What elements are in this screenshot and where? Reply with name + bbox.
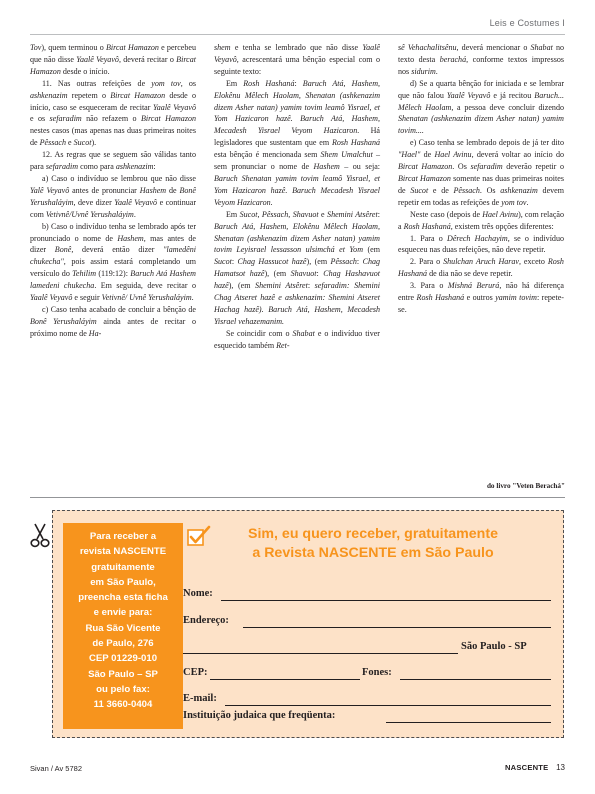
coupon-title-line-2: a Revista NASCENTE em São Paulo (252, 544, 494, 561)
magazine-logo: NASCENTE (505, 763, 549, 772)
running-head: Leis e Costumes I (489, 18, 565, 28)
address-label: Endereço: (183, 615, 229, 626)
article-column-1 (30, 42, 196, 340)
phones-label: Fones: (362, 667, 392, 678)
article-paragraph: shem e tenha se lembrado que não disse Yaalê Veyavô, acrescentará uma bênção especial com o seguinte texto: (214, 43, 380, 76)
city-label: São Paulo - SP (461, 641, 527, 652)
article-paragraph: Em Sucot, Pêssach, Shavuot e Shemini Atsêret: Baruch Atá, Hashem, Elokênu Mêlech Haolam, Shenatan (ashkenazim dizem Asher natan) yamim tovim Leyisrael lessasson ulsimchá et Yom (em Sucot: Chag Hassucot hazê), (em Pêssach: Chag Hamatsot hazê), (em Shavuot: Chag Hashavuot hazê), (em Shemini Atsêret: sefaradim: Shemini Chag Atseret hazê e ashkenazim: Shemini Atseret Hachag hazê). Baruch Atá, Hashem, Mecadesh Yisrael vehazemanim. (214, 209, 381, 326)
instruction-line: e envie para: (93, 607, 153, 619)
email-label: E-mail: (183, 693, 217, 704)
name-field[interactable] (221, 600, 551, 601)
page-number: 13 (556, 763, 565, 772)
coupon-instructions (63, 523, 183, 729)
cep-field[interactable] (210, 679, 360, 680)
instruction-line: de Paulo, 276 (92, 638, 154, 650)
article-paragraph: b) Caso o indivíduo tenha se lembrado após ter pronunciado o nome de Hashem, mas antes de dizer Bonê, deverá então dizer "lamedêni chukecha", pois assim estará completando um versículo do Tehilim (119:12): Baruch Atá Hashem lamedeni chukecha. Em seguida, deve recitar o Yaalê Veyavô e seguir Vetivnê/ Uvnê Yerushaláyim. (30, 221, 197, 303)
instruction-line: São Paulo – SP (88, 668, 158, 680)
institution-field[interactable] (386, 722, 551, 723)
instruction-line: Para receber a (89, 531, 157, 542)
header-rule (30, 34, 565, 35)
article-paragraph: Tov), quem terminou o Bircat Hamazon e percebeu que não disse Yaalê Veyavô, deverá recitar o Bircat Hamazon desde o início. (30, 43, 196, 76)
instruction-line: preencha esta ficha (78, 592, 168, 604)
section-divider (30, 497, 565, 498)
instruction-line: 11 3660-0404 (93, 699, 153, 711)
article-paragraph: 2. Para o Shulchan Aruch Harav, exceto Rosh Hashaná de dia não se deve repetir. (398, 257, 564, 279)
article-paragraph: 12. As regras que se seguem são válidas tanto para sefaradim como para ashkenazim: (30, 150, 196, 172)
address-field-line-2[interactable] (183, 653, 458, 654)
article-paragraph: sê Vehachalitsênu, deverá mencionar o Shabat no texto desta berachá, conforme textos impressos nos sidurim. (398, 43, 564, 76)
article-paragraph: 11. Nas outras refeições de yom tov, os ashkenazim repetem o Bircat Hamazon desde o início, caso se esqueceram de recitar Yaalê Veyavô e os sefaradim não refazem o Bircat Hamazon nestes casos (mas apenas nas duas primeiras noites de Pêssach e Sucot). (30, 78, 197, 148)
article-paragraph: a) Caso o indivíduo se lembrou que não disse Yalê Veyavô antes de pronunciar Hashem de Bonê Yerushaláyim, deve dizer Yaalê Veyavô e continuar com Vetivnê/Uvnê Yerushaláyim. (30, 173, 197, 219)
article-paragraph: Se coincidir com o Shabat e o indivíduo tiver esquecido também Ret- (214, 328, 380, 350)
article-column-2 (214, 42, 380, 352)
instruction-line: Rua São Vicente (85, 622, 161, 634)
article-paragraph: 1. Para o Dêrech Hachayim, se o indivíduo esqueceu nas duas refeições, não deve repetir. (398, 233, 564, 255)
email-field[interactable] (225, 705, 551, 706)
article-paragraph: Em Rosh Hashaná: Baruch Atá, Hashem, Elokênu Mêlech Haolam, Shenatan (ashkenazim dizem Asher natan) yamim tovim leamô Yisrael, et Yom Hazicaron hazê. Baruch Atá, Hashem, Mecadesh Yisrael Veyom Hazicaron. Há legisladores que sustentam que em Rosh Hashaná esta bênção é mencionada sem Shem Umalchut – sem pronunciar o nome de Hashem – ou seja: Baruch Shenatan yamim tovim leamô Yisrael, et Yom Hazicaron hazê. Baruch Mecadesh Yisrael Veyom Hazicaron. (214, 78, 381, 207)
coupon-title-line-1: Sim, eu quero receber, gratuitamente (248, 526, 498, 542)
article-paragraph: Neste caso (depois de Hael Avinu), com relação a Rosh Hashaná, existem três opções diferentes: (398, 209, 565, 231)
article-column-3 (398, 42, 564, 316)
phones-field[interactable] (400, 679, 551, 680)
article-paragraph: c) Caso tenha acabado de concluir a bênção de Bonê Yerushaláyim ainda antes de recitar o próximo nome de Ha- (30, 304, 196, 338)
article-paragraph: 3. Para o Mishná Berurá, não há diferença entre Rosh Hashaná e outros yamim tovim: repete-se. (398, 281, 564, 314)
instruction-line: gratuitamente (91, 561, 155, 573)
institution-label: Instituição judaica que freqüenta: (183, 710, 336, 721)
issue-date: Sivan / Av 5782 (30, 764, 82, 773)
cep-label: CEP: (183, 667, 208, 678)
article-paragraph: e) Caso tenha se lembrado depois de já ter dito "Hael" de Hael Avinu, deverá voltar ao início do Bircat Hamazon. Os sefaradim deverão repetir o Bircat Hamazon somente nas duas primeiras noites de Sucot e de Pêssach. Os ashkenazim devem repetir em todas as refeições de yom tov. (398, 138, 565, 207)
instruction-line: CEP 01229-010 (88, 653, 158, 665)
instruction-line: revista NASCENTE (79, 546, 167, 558)
scissors-icon (29, 522, 51, 548)
coupon-title (203, 525, 543, 562)
address-field[interactable] (243, 627, 551, 628)
instruction-line: em São Paulo, (90, 576, 156, 588)
subscription-coupon (52, 510, 564, 738)
source-attribution: do livro "Veten Berachá" (486, 482, 565, 490)
name-label: Nome: (183, 588, 213, 599)
instruction-line: ou pelo fax: (96, 683, 150, 695)
article-paragraph: d) Se a quarta bênção for iniciada e se lembrar que não falou Yaalê Veyavô e já recitou Baruch... Mêlech Haolam, a pessoa deve concluir dizendo Shenatan (ashkenazim dizem Asher natan) yamim tovim.... (398, 78, 565, 136)
